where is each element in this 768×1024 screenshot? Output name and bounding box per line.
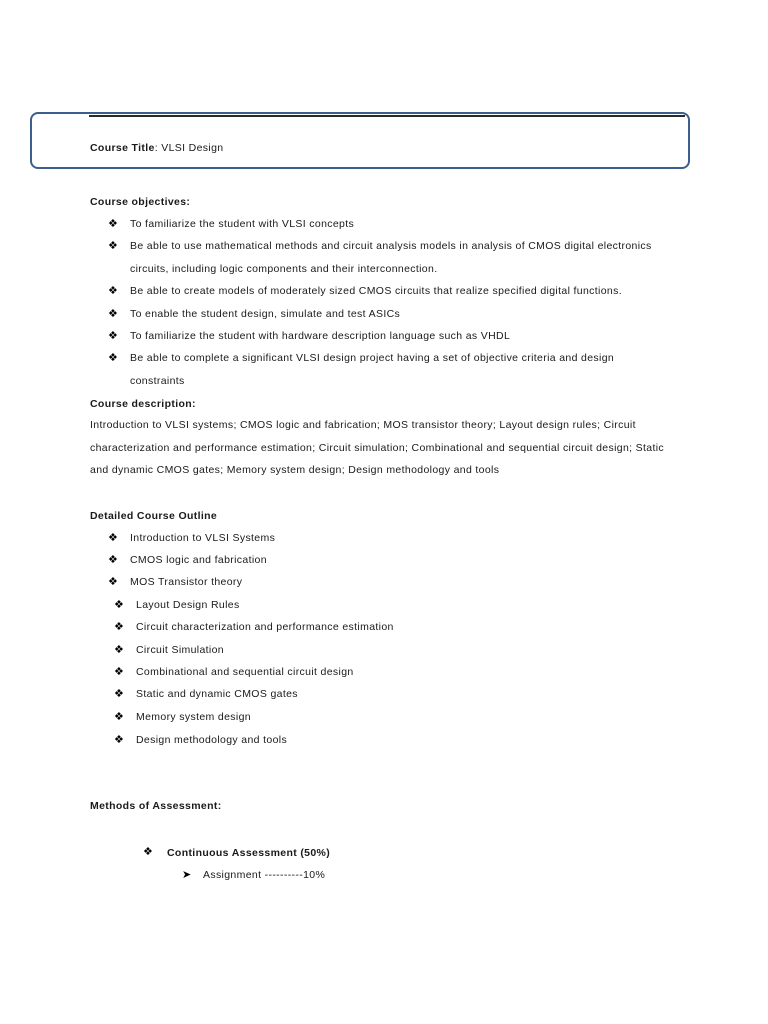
objective-item: To enable the student design, simulate and test ASICs bbox=[130, 308, 401, 320]
diamond-bullet-icon: ❖ bbox=[114, 666, 125, 678]
diamond-bullet-icon: ❖ bbox=[108, 218, 119, 230]
outline-item: Combinational and sequential circuit design bbox=[136, 666, 354, 678]
objective-item: Be able to use mathematical methods and circuit analysis models in analysis of CMOS digital electronics bbox=[130, 240, 652, 252]
assessment-heading: Methods of Assessment: bbox=[90, 800, 222, 812]
objective-item: Be able to complete a significant VLSI design project having a set of objective criteria and design bbox=[130, 352, 615, 364]
outline-item: Introduction to VLSI Systems bbox=[130, 532, 276, 544]
description-paragraph bbox=[90, 414, 690, 482]
diamond-bullet-icon: ❖ bbox=[114, 599, 125, 611]
outline-item: Circuit Simulation bbox=[136, 644, 224, 656]
outline-item: Memory system design bbox=[136, 711, 251, 723]
outline-heading: Detailed Course Outline bbox=[90, 510, 218, 522]
course-title-value: VLSI Design bbox=[161, 142, 224, 154]
outline-item: CMOS logic and fabrication bbox=[130, 554, 267, 566]
assignment-weight: Assignment ----------10% bbox=[203, 869, 326, 881]
description-heading: Course description: bbox=[90, 398, 196, 410]
diamond-bullet-icon: ❖ bbox=[108, 285, 119, 297]
outline-item: MOS Transistor theory bbox=[130, 576, 243, 588]
diamond-bullet-icon: ❖ bbox=[114, 688, 125, 700]
outline-item: Layout Design Rules bbox=[136, 599, 240, 611]
diamond-bullet-icon: ❖ bbox=[108, 554, 119, 566]
outline-item: Static and dynamic CMOS gates bbox=[136, 688, 298, 700]
diamond-bullet-icon: ❖ bbox=[114, 621, 125, 633]
description-line: characterization and performance estimation; Circuit simulation; Combinational and sequential circuit design; Static bbox=[90, 441, 665, 454]
diamond-bullet-icon: ❖ bbox=[114, 734, 125, 746]
objective-item-continuation: circuits, including logic components and their interconnection. bbox=[130, 263, 438, 275]
course-title-label: Course Title bbox=[90, 142, 155, 154]
objective-item: To familiarize the student with VLSI concepts bbox=[130, 218, 355, 230]
diamond-bullet-icon: ❖ bbox=[114, 644, 125, 656]
objective-item: To familiarize the student with hardware description language such as VHDL bbox=[130, 330, 511, 342]
arrow-bullet-icon: ➤ bbox=[182, 869, 192, 881]
description-line: Introduction to VLSI systems; CMOS logic and fabrication; MOS transistor theory; Layout design rules; Circuit bbox=[90, 419, 636, 431]
course-title-box bbox=[30, 112, 690, 169]
diamond-bullet-icon: ❖ bbox=[108, 308, 119, 320]
objective-item-continuation: constraints bbox=[130, 375, 185, 387]
diamond-bullet-icon: ❖ bbox=[108, 576, 119, 588]
outline-item: Design methodology and tools bbox=[136, 734, 288, 746]
diamond-bullet-icon: ❖ bbox=[108, 352, 119, 364]
diamond-bullet-icon: ❖ bbox=[108, 240, 119, 252]
diamond-bullet-icon: ❖ bbox=[108, 532, 119, 544]
diamond-bullet-icon: ❖ bbox=[143, 846, 154, 858]
diamond-bullet-icon: ❖ bbox=[108, 330, 119, 342]
diamond-bullet-icon: ❖ bbox=[114, 711, 125, 723]
outline-item: Circuit characterization and performance estimation bbox=[136, 621, 394, 633]
course-title-separator: : bbox=[154, 142, 162, 154]
objectives-heading: Course objectives: bbox=[90, 196, 191, 208]
continuous-assessment: Continuous Assessment (50%) bbox=[167, 847, 331, 859]
course-title bbox=[90, 142, 223, 154]
objective-item: Be able to create models of moderately sized CMOS circuits that realize specified digital functions. bbox=[130, 285, 622, 297]
description-line: and dynamic CMOS gates; Memory system design; Design methodology and tools bbox=[90, 464, 500, 476]
